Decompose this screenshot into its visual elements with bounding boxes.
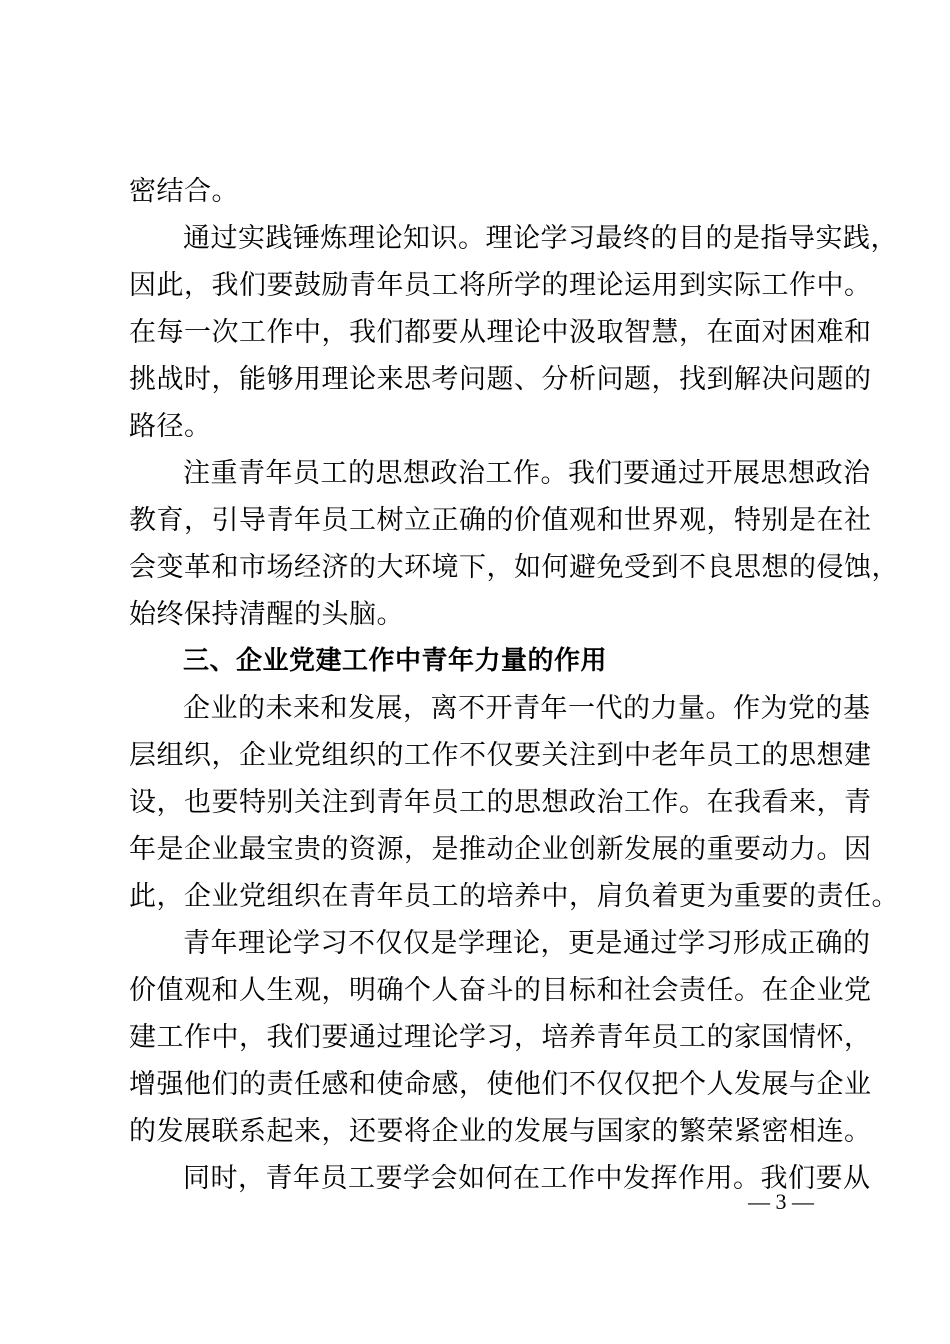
text-line: 价值观和人生观，明确个人奋斗的目标和社会责任。在企业党 xyxy=(129,975,872,1006)
text-line: 层组织，企业党组织的工作不仅要关注到中老年员工的思想建 xyxy=(129,740,872,771)
text-line: 会变革和市场经济的大环境下，如何避免受到不良思想的侵蚀， xyxy=(129,552,899,583)
text-line: 的发展联系起来，还要将企业的发展与国家的繁荣紧密相连。 xyxy=(129,1116,872,1147)
text-line: 建工作中，我们要通过理论学习，培养青年员工的家国情怀， xyxy=(129,1022,872,1053)
text-line: 在每一次工作中，我们都要从理论中汲取智慧，在面对困难和 xyxy=(129,317,872,348)
text-line: 路径。 xyxy=(129,411,212,442)
text-line: 此，企业党组织在青年员工的培养中，肩负着更为重要的责任。 xyxy=(129,881,899,912)
paragraph-start-line: 青年理论学习不仅仅是学理论，更是通过学习形成正确的 xyxy=(183,928,871,959)
section-heading: 三、企业党建工作中青年力量的作用 xyxy=(183,646,608,676)
text-line: 年是企业最宝贵的资源，是推动企业创新发展的重要动力。因 xyxy=(129,834,872,865)
text-line: 增强他们的责任感和使命感，使他们不仅仅把个人发展与企业 xyxy=(129,1069,872,1100)
text-line: 密结合。 xyxy=(129,176,239,207)
page-number: — 3 — xyxy=(748,1189,814,1214)
text-line: 始终保持清醒的头脑。 xyxy=(129,599,404,630)
paragraph-start-line: 通过实践锤炼理论知识。理论学习最终的目的是指导实践， xyxy=(183,223,898,254)
body-text xyxy=(129,168,899,1202)
text-line: 挑战时，能够用理论来思考问题、分析问题，找到解决问题的 xyxy=(129,364,872,395)
text-line: 设，也要特别关注到青年员工的思想政治工作。在我看来，青 xyxy=(129,787,872,818)
paragraph-start-line: 企业的未来和发展，离不开青年一代的力量。作为党的基 xyxy=(183,693,871,724)
text-line: 教育，引导青年员工树立正确的价值观和世界观，特别是在社 xyxy=(129,505,872,536)
paragraph-start-line: 同时，青年员工要学会如何在工作中发挥作用。我们要从 xyxy=(183,1163,871,1194)
paragraph-start-line: 注重青年员工的思想政治工作。我们要通过开展思想政治 xyxy=(183,458,871,489)
text-line: 因此，我们要鼓励青年员工将所学的理论运用到实际工作中。 xyxy=(129,270,872,301)
